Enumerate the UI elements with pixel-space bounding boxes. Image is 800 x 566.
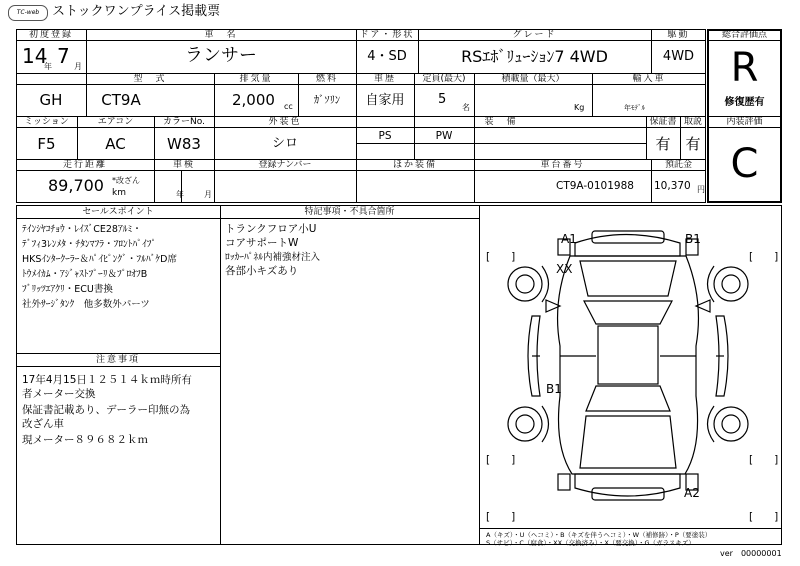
chassis-number: CT9A-0101988 <box>556 180 634 192</box>
import-unit: 年ﾓﾃﾞﾙ <box>624 104 645 112</box>
insp-month-unit: 月 <box>204 190 212 199</box>
label-exterior: 外装色 <box>268 117 302 127</box>
label-color: カラーNo. <box>163 117 205 127</box>
sales-point-4: ﾄｳﾒｲｶﾑ・ｱｼﾞｬｽﾄﾌﾟｰﾘ＆ﾌﾟﾛｵﾌB <box>22 269 148 280</box>
label-mission: ミッション <box>24 117 69 127</box>
label-door-type: ドア・形状 <box>359 30 415 40</box>
maker-code: GH <box>39 91 63 109</box>
label-inspection: 車検 <box>172 160 195 170</box>
sales-point-6: 社外ｻｰｼﾞﾀﾝｸ 他多数外パーツ <box>22 299 150 310</box>
marker-xx: XX <box>556 262 573 276</box>
fuel: ｶﾞｿﾘﾝ <box>313 94 341 106</box>
marker-b1-side: B1 <box>546 382 562 396</box>
mileage: 89,700 <box>48 176 104 195</box>
manual: 有 <box>685 135 701 153</box>
load-unit: Kg <box>574 103 585 112</box>
door-type: 4・SD <box>367 49 407 64</box>
color-no: W83 <box>167 135 201 153</box>
form-title: ストックワンプライス掲載票 <box>52 4 221 19</box>
label-history: 車歴 <box>373 74 396 84</box>
bracket-front-right: [ ] <box>749 251 779 263</box>
bracket-rear-right: [ ] <box>749 454 779 466</box>
bracket-front-left: [ ] <box>486 251 516 263</box>
bracket-bottom-right: [ ] <box>749 511 779 523</box>
label-load: 積載量（最大） <box>501 74 565 84</box>
car-name: ランサー <box>185 45 257 66</box>
legend-line-2: S（サビ）・C（腐食）・XX（交換済み）・X（要交換）・G（ガラスキズ） <box>486 539 695 547</box>
vehicle-damage-diagram <box>480 206 781 528</box>
displacement-unit: cc <box>284 102 293 111</box>
marker-b1-front: B1 <box>685 232 701 246</box>
mileage-mark: *改ざん <box>112 176 140 185</box>
logo: TC-web <box>8 5 48 21</box>
special-note-2: コアサポートW <box>225 237 299 249</box>
special-note-1: トランクフロア小U <box>225 223 317 235</box>
label-special-notes: 特記事項・不具合箇所 <box>304 207 395 217</box>
marker-a2: A2 <box>684 486 700 500</box>
label-interior-eval: 内装評価 <box>726 117 763 127</box>
label-sales-point: セールスポイント <box>82 207 154 217</box>
label-fuel: 燃料 <box>315 74 338 84</box>
exterior-color: シロ <box>271 136 298 151</box>
warranty: 有 <box>655 135 671 153</box>
label-displacement: 排気量 <box>239 74 273 84</box>
label-equipment: 装 備 <box>484 117 518 127</box>
reg-year: 14 <box>22 44 48 68</box>
caution-line-2: 者メーター交換 <box>22 388 96 400</box>
special-note-3: ﾛｯｶｰﾊﾟﾈﾙ内補強材注入 <box>225 252 321 263</box>
legend-line-1: A（キズ）・U（ヘコミ）・B（キズを伴うヘコミ）・W（補修跡）・P（要塗装） <box>486 531 712 539</box>
deposit: 10,370 <box>654 180 691 192</box>
label-reg-number: 登録ナンバー <box>258 160 312 170</box>
sales-point-1: ﾃｲﾝｼﾔｺﾁｮｳ・ﾚｲｽﾞCE28ｱﾙﾐ・ <box>22 224 142 235</box>
model-code: CT9A <box>101 91 141 109</box>
bracket-rear-left: [ ] <box>486 454 516 466</box>
repair-history: 修復歴有 <box>724 97 765 108</box>
label-other-equipment: ほか装備 <box>392 160 437 170</box>
label-import: 輸入車 <box>632 74 666 84</box>
version: ver 00000001 <box>720 549 782 558</box>
marker-a1: A1 <box>561 232 577 246</box>
label-capacity: 定員(最大) <box>422 74 466 84</box>
caution-line-4: 改ざん車 <box>22 418 64 430</box>
label-manual: 取説 <box>683 117 702 127</box>
deposit-unit: 円 <box>697 185 705 194</box>
capacity: 5 <box>438 92 447 107</box>
label-drive: 駆動 <box>667 30 690 40</box>
sales-point-3: HKSｲﾝﾀｰｸｰﾗｰ＆ﾊﾟｲﾋﾟﾝｸﾞ・ﾌﾙﾊﾞｹD席 <box>22 254 177 265</box>
caution-line-1: 17年4月15日１２５１４ｋｍ時所有 <box>22 374 192 386</box>
caution-line-3: 保証書記載あり、デーラー印無の為 <box>22 404 190 416</box>
label-caution: 注意事項 <box>95 355 140 365</box>
reg-month: 7 <box>57 44 70 68</box>
equip-pw: PW <box>435 130 453 142</box>
label-warranty: 保証書 <box>649 117 677 127</box>
sales-point-5: ﾌﾞﾘｯﾂｴｱｸﾘ・ECU書換 <box>22 284 113 295</box>
grade: RSｴﾎﾞﾘｭｰｼｮﾝ7 4WD <box>461 47 608 66</box>
sales-point-2: ﾃﾞﾌｨ3ﾚﾝﾒﾀ・ﾁﾀﾝﾏﾌﾗ・ﾌﾛﾝﾄﾊﾟｲﾌﾟ <box>22 239 157 250</box>
label-grade: グレード <box>512 30 557 40</box>
label-model: 型 式 <box>133 74 167 84</box>
aircon: AC <box>105 135 126 153</box>
mileage-unit: km <box>112 188 126 198</box>
bracket-bottom-left: [ ] <box>486 511 516 523</box>
history: 自家用 <box>365 93 405 108</box>
label-mileage: 走行距離 <box>62 160 107 170</box>
displacement: 2,000 <box>232 91 275 109</box>
label-chassis-number: 車台番号 <box>540 160 585 170</box>
interior-grade: C <box>730 141 759 187</box>
label-car-name: 車 名 <box>204 30 238 40</box>
special-note-4: 各部小キズあり <box>225 265 299 277</box>
label-deposit: 預託金 <box>664 160 692 170</box>
label-overall-eval: 総合評価点 <box>721 30 767 40</box>
label-first-reg: 初度登録 <box>28 30 73 40</box>
overall-grade: R <box>730 45 759 91</box>
reg-year-unit: 年 <box>44 62 52 71</box>
drive: 4WD <box>662 49 695 64</box>
mission: F5 <box>37 135 56 153</box>
capacity-unit: 名 <box>462 103 470 112</box>
label-aircon: エアコン <box>97 117 134 127</box>
reg-month-unit: 月 <box>74 62 82 71</box>
insp-year-unit: 年 <box>176 190 184 199</box>
caution-line-5: 現メーター８９６８２ｋｍ <box>22 434 148 446</box>
equip-ps: PS <box>378 130 392 142</box>
